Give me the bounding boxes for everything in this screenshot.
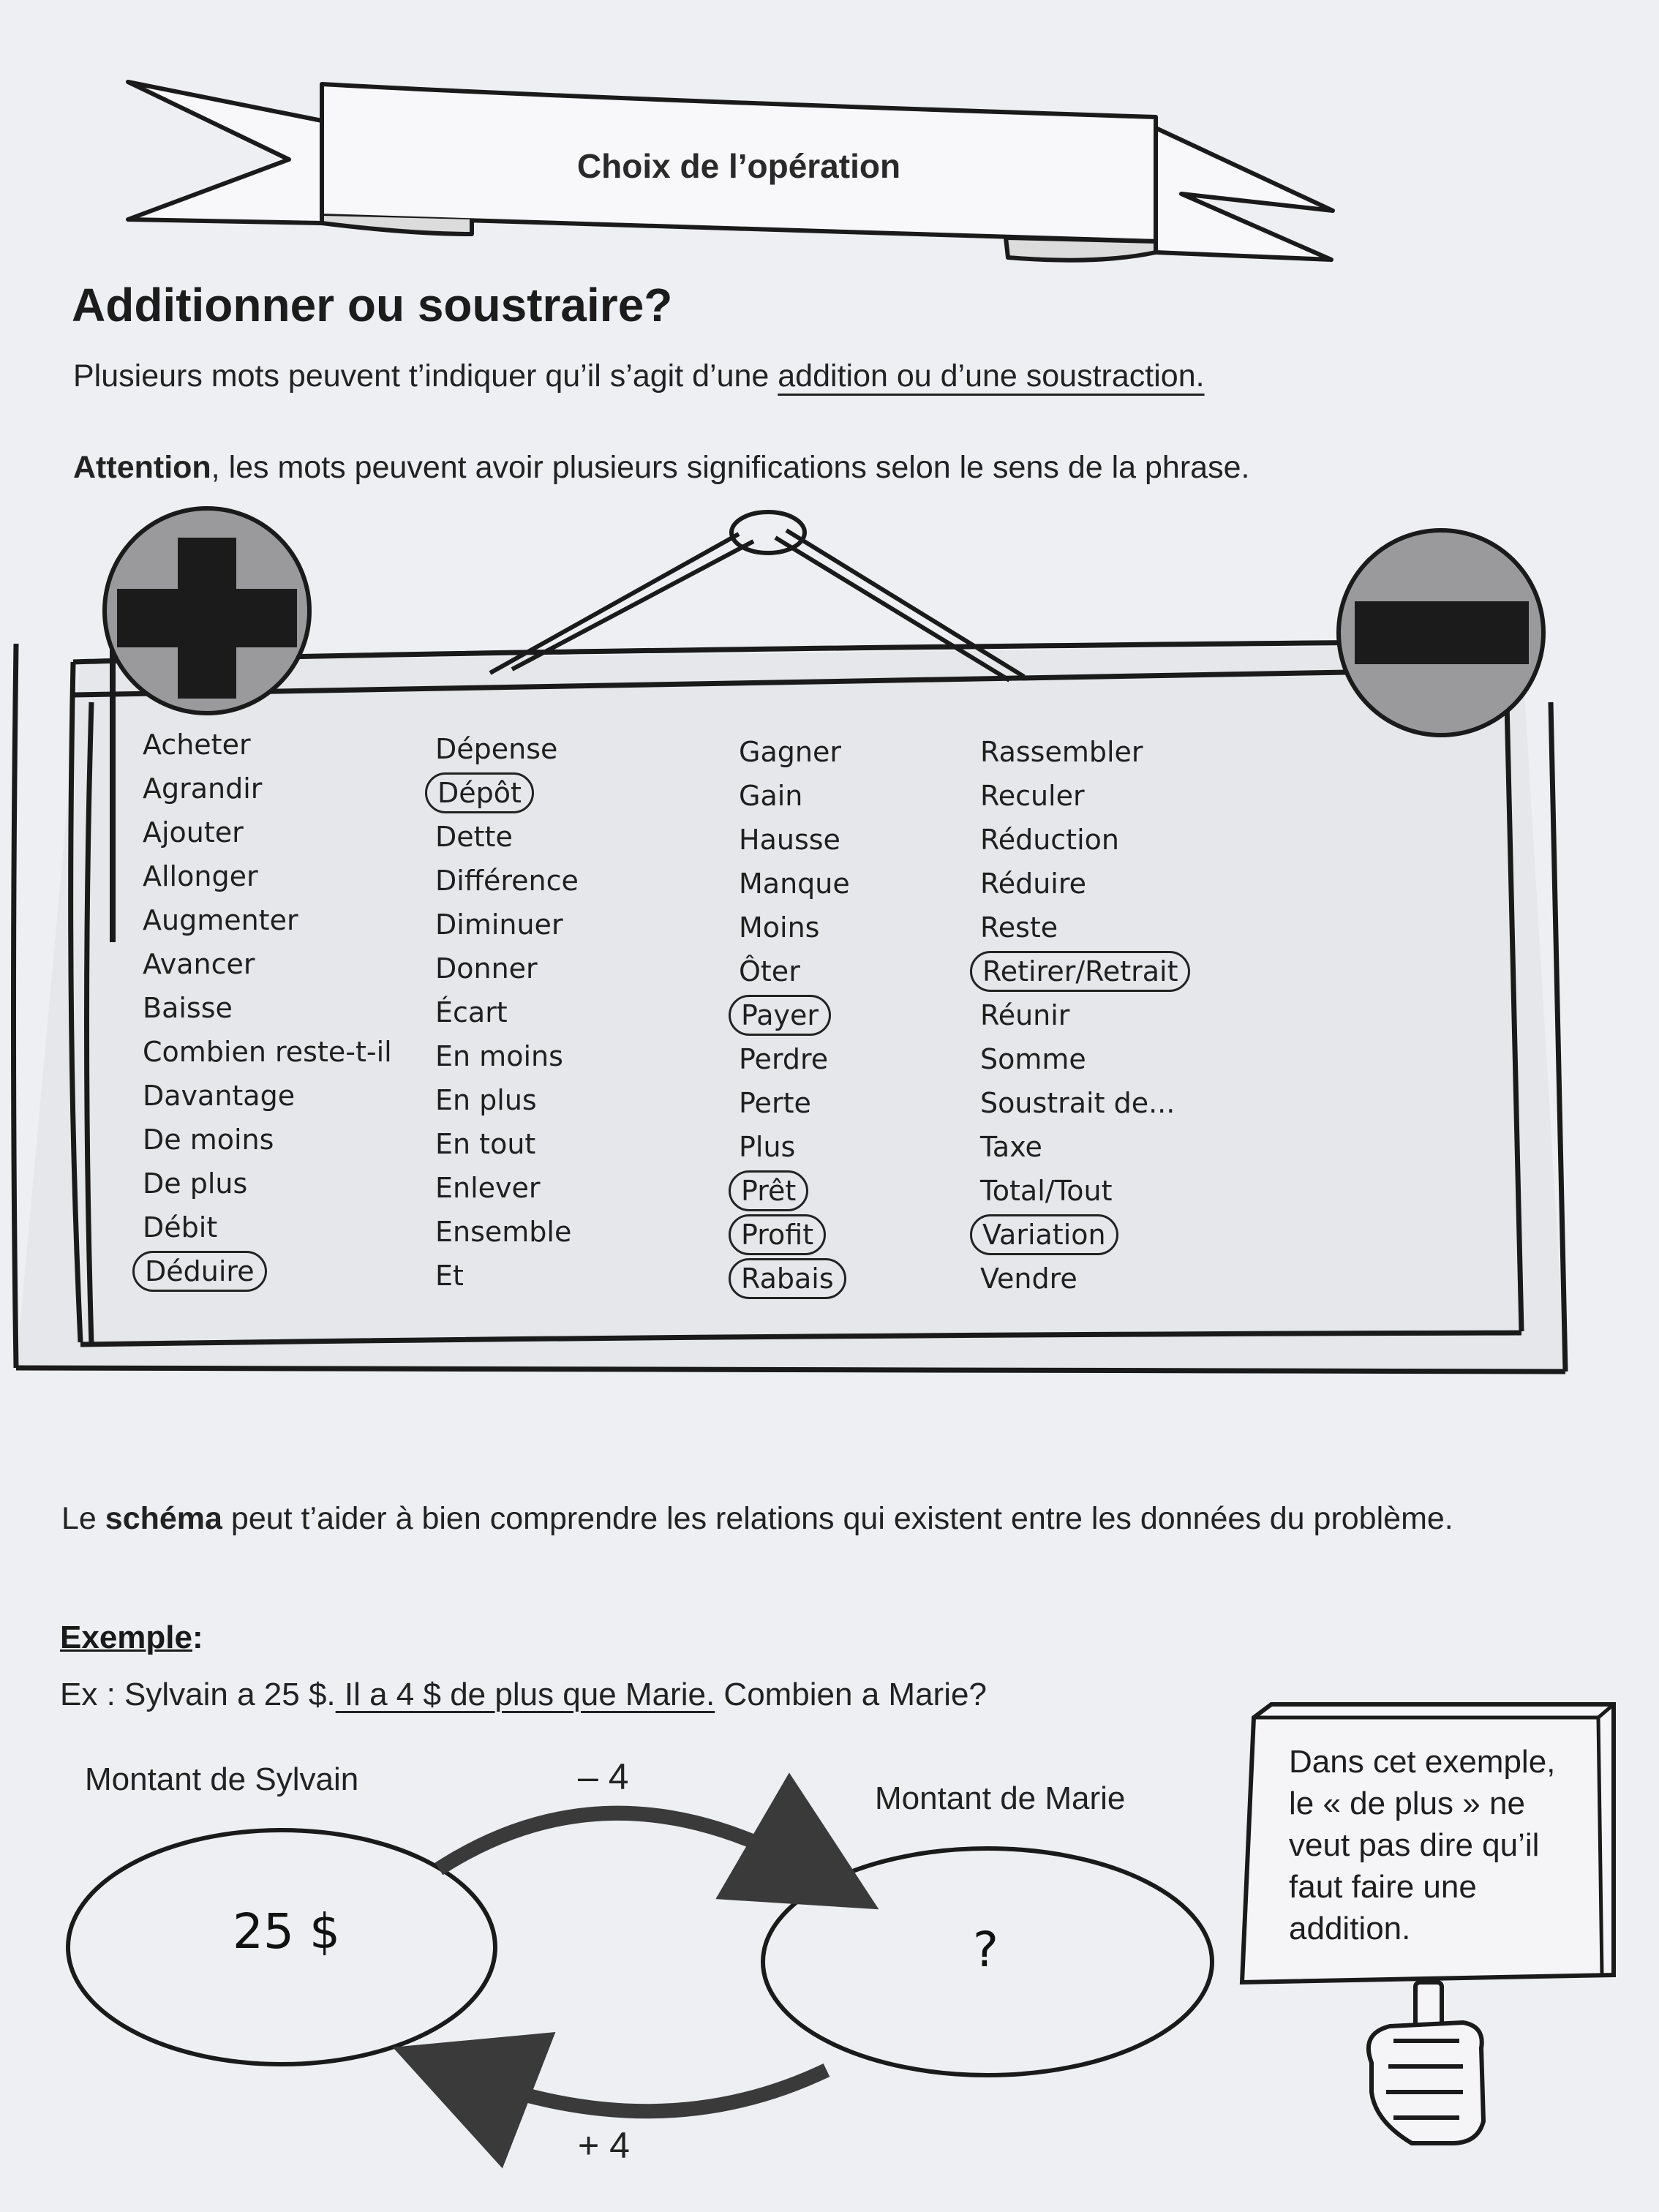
word: Plus — [739, 1131, 796, 1163]
circled-word: Payer — [729, 995, 831, 1036]
schema-word: schéma — [105, 1501, 222, 1536]
page-heading: Additionner ou soustraire? — [72, 279, 673, 331]
word: Donner — [435, 952, 538, 985]
plus-four-label: + 4 — [578, 2125, 630, 2166]
word: Manque — [739, 868, 850, 900]
circled-word: Variation — [970, 1214, 1118, 1255]
example-title-colon: : — [192, 1620, 203, 1655]
word: Dépense — [435, 733, 558, 765]
word: Davantage — [143, 1080, 296, 1112]
word: Gain — [739, 780, 803, 812]
word: Agrandir — [143, 772, 263, 805]
word: Avancer — [143, 948, 255, 980]
word: Gagner — [739, 736, 841, 768]
banner-title: Choix de l’opération — [576, 147, 901, 185]
word: Reste — [980, 911, 1058, 944]
word: Perdre — [739, 1043, 829, 1075]
attention-label: Attention — [73, 450, 211, 485]
minus-four-label: – 4 — [578, 1756, 629, 1797]
attention-sentence: , les mots peuvent avoir plusieurs significations selon le sens de la phrase. — [211, 450, 1250, 485]
circled-word: Rabais — [729, 1258, 846, 1299]
note-text: Dans cet exemple, le « de plus » ne veut pas dire qu’il faut faire une addition. — [1289, 1744, 1556, 1946]
example-title-text: Exemple — [60, 1620, 192, 1655]
word: En tout — [435, 1128, 536, 1160]
word: En plus — [435, 1084, 537, 1116]
example-text-start: Ex : Sylvain a 25 $. — [60, 1677, 336, 1712]
word: Allonger — [143, 860, 258, 892]
word: Rassembler — [980, 736, 1143, 768]
word: Hausse — [739, 824, 840, 856]
hand-holding-sign-icon — [1369, 1982, 1483, 2143]
word: Écart — [435, 996, 508, 1028]
word: Ajouter — [143, 816, 244, 849]
word: Dette — [435, 821, 513, 853]
arrow-bottom — [461, 2070, 827, 2111]
sylvain-amount: 25 $ — [233, 1903, 340, 1960]
schema-intro-end: peut t’aider à bien comprendre les relations qui existent entre les données du problème. — [222, 1501, 1453, 1536]
schema-intro-start: Le — [61, 1501, 105, 1536]
circled-word: Prêt — [729, 1170, 808, 1211]
arrow-top — [439, 1813, 816, 1873]
word: Soustrait de... — [980, 1087, 1175, 1119]
example-text-end: Combien a Marie? — [715, 1677, 987, 1712]
word: En moins — [435, 1040, 563, 1072]
marie-amount: ? — [973, 1922, 999, 1978]
sylvain-label: Montant de Sylvain — [85, 1761, 359, 1797]
word: Débit — [143, 1211, 218, 1244]
word: Reculer — [980, 780, 1085, 812]
word: Augmenter — [143, 904, 298, 936]
intro-text-start: Plusieurs mots peuvent t’indiquer qu’il s’agit d’une — [73, 358, 778, 394]
word: Perte — [739, 1087, 811, 1119]
word: Taxe — [980, 1131, 1042, 1163]
word: Somme — [980, 1043, 1086, 1075]
word: Réunir — [980, 999, 1070, 1031]
word: Différence — [435, 865, 579, 897]
word: Diminuer — [435, 908, 563, 941]
circled-word: Déduire — [132, 1251, 267, 1292]
word: Acheter — [143, 729, 251, 761]
word: Moins — [739, 911, 820, 944]
word: Réduire — [980, 868, 1087, 900]
word: Baisse — [143, 992, 233, 1024]
circled-word: Dépôt — [425, 772, 534, 813]
example-text-underlined: Il a 4 $ de plus que Marie. — [335, 1677, 715, 1712]
circled-word: Profit — [729, 1214, 826, 1255]
word: Enlever — [435, 1172, 541, 1204]
word: De moins — [143, 1124, 274, 1156]
word: Et — [435, 1260, 464, 1292]
word: Ôter — [739, 955, 800, 988]
word: Combien reste-t-il — [143, 1036, 392, 1068]
circled-word: Retirer/Retrait — [970, 951, 1190, 992]
intro-text-underlined: addition ou d’une soustraction. — [778, 358, 1205, 394]
marie-label: Montant de Marie — [875, 1780, 1126, 1816]
word: Ensemble — [435, 1216, 572, 1248]
word: De plus — [143, 1167, 248, 1200]
word: Total/Tout — [980, 1175, 1113, 1207]
word: Vendre — [980, 1263, 1077, 1295]
word: Réduction — [980, 824, 1119, 856]
